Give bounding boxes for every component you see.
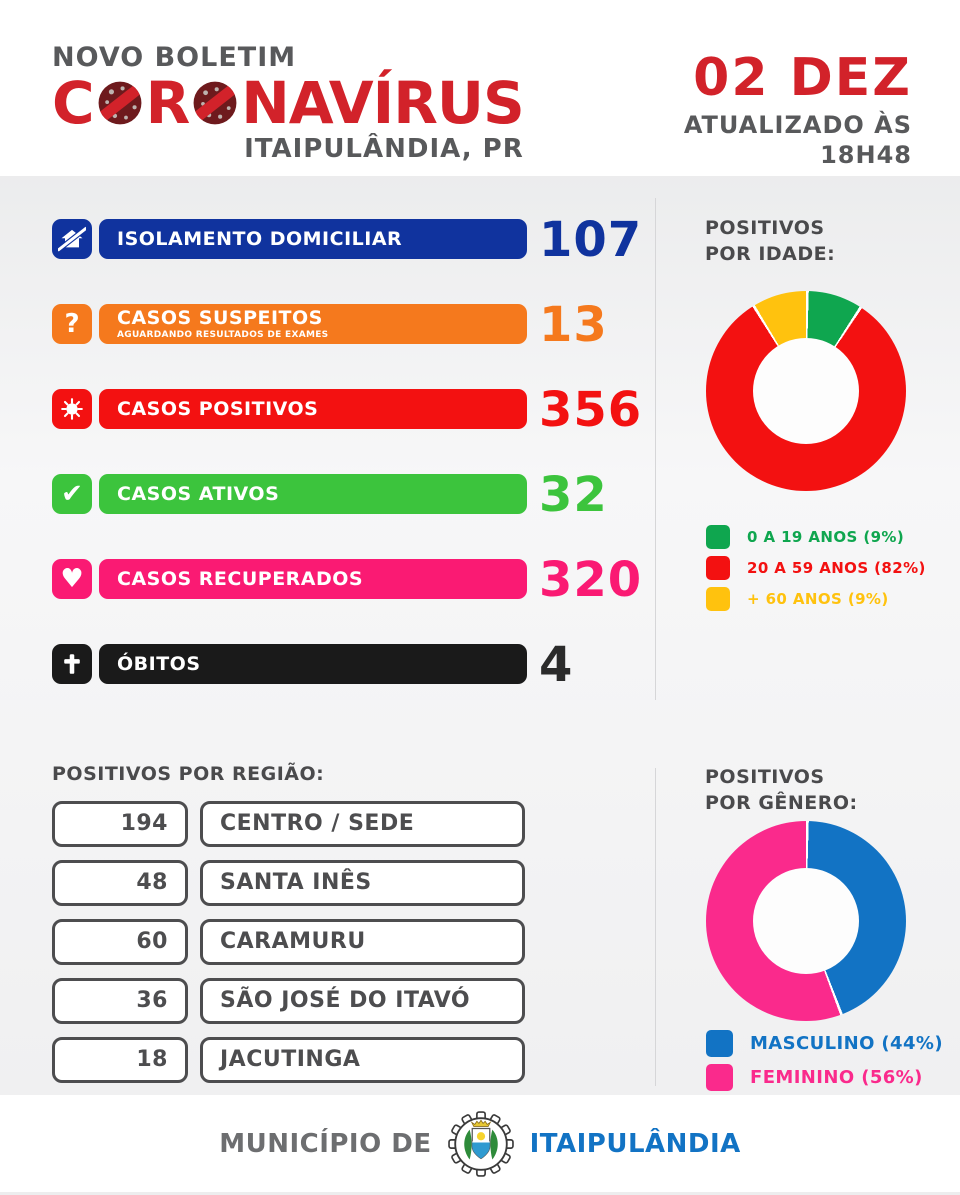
legend-label: MASCULINO (44%) bbox=[750, 1033, 943, 1054]
question-icon bbox=[52, 304, 92, 344]
region-name: JACUTINGA bbox=[200, 1037, 525, 1083]
donut-hole bbox=[753, 338, 859, 444]
legend-item bbox=[706, 556, 926, 580]
title-part: R bbox=[145, 69, 190, 137]
legend-swatch bbox=[706, 1030, 733, 1057]
house-slash-icon bbox=[52, 219, 92, 259]
stat-label: CASOS POSITIVOS bbox=[117, 397, 319, 420]
stat-value: 356 bbox=[539, 382, 643, 438]
cross-icon bbox=[52, 644, 92, 684]
stat-row-isolamento bbox=[52, 212, 643, 268]
stat-row-suspeitos bbox=[52, 297, 642, 353]
sun bbox=[476, 1132, 484, 1140]
region-title: POSITIVOS POR REGIÃO: bbox=[52, 763, 325, 785]
legend-item bbox=[706, 587, 926, 611]
virus-icon bbox=[191, 79, 239, 127]
table-row bbox=[52, 860, 525, 906]
bulletin-date: 02 DEZ bbox=[693, 48, 912, 108]
stat-value: 4 bbox=[539, 637, 574, 693]
gender-donut-chart bbox=[706, 821, 906, 1021]
region-name: SANTA INÊS bbox=[200, 860, 525, 906]
gender-chart-title bbox=[705, 765, 858, 816]
page-title bbox=[52, 69, 524, 137]
header-title-block bbox=[52, 44, 524, 164]
stat-value: 107 bbox=[539, 212, 643, 268]
updated-label: ATUALIZADO ÀS bbox=[683, 111, 912, 139]
region-count: 48 bbox=[52, 860, 188, 906]
stat-bar bbox=[99, 559, 527, 599]
legend-item bbox=[706, 525, 926, 549]
age-title-line2: POR IDADE: bbox=[705, 242, 836, 265]
region-name: CARAMURU bbox=[200, 919, 525, 965]
donut-hole bbox=[753, 868, 859, 974]
age-chart-title bbox=[705, 216, 835, 267]
age-donut-chart bbox=[706, 291, 906, 491]
stats-list bbox=[52, 212, 643, 729]
gender-title-line1: POSITIVOS bbox=[705, 766, 825, 788]
legend-label: FEMININO (56%) bbox=[750, 1067, 923, 1088]
heart-icon bbox=[52, 559, 92, 599]
title-part: NAVÍRUS bbox=[241, 69, 524, 137]
region-count: 18 bbox=[52, 1037, 188, 1083]
stat-value: 320 bbox=[539, 552, 643, 608]
age-title-line1: POSITIVOS bbox=[705, 217, 825, 239]
footer-prefix: MUNICÍPIO DE bbox=[219, 1128, 432, 1159]
update-info bbox=[683, 48, 912, 170]
check-icon bbox=[52, 474, 92, 514]
header bbox=[0, 0, 960, 176]
stat-value: 13 bbox=[539, 297, 608, 353]
stat-row-positivos bbox=[52, 382, 643, 438]
region-name: SÃO JOSÉ DO ITAVÓ bbox=[200, 978, 525, 1024]
stat-label: CASOS SUSPEITOS bbox=[117, 306, 323, 329]
stat-label: CASOS ATIVOS bbox=[117, 482, 280, 505]
title-part: C bbox=[52, 69, 94, 137]
legend-swatch bbox=[706, 587, 730, 611]
question-glyph: ? bbox=[64, 309, 80, 339]
legend-label: + 60 ANOS (9%) bbox=[747, 590, 889, 608]
stat-bar bbox=[99, 389, 527, 429]
stat-label: CASOS RECUPERADOS bbox=[117, 567, 364, 590]
region-section bbox=[52, 763, 525, 1096]
table-row bbox=[52, 978, 525, 1024]
stat-bar bbox=[99, 219, 527, 259]
age-legend bbox=[706, 525, 926, 618]
legend-item bbox=[706, 1064, 943, 1091]
legend-swatch bbox=[706, 556, 730, 580]
stat-sublabel: AGUARDANDO RESULTADOS DE EXAMES bbox=[117, 329, 329, 340]
check-glyph: ✔ bbox=[61, 479, 83, 509]
footer-city: ITAIPULÂNDIA bbox=[529, 1128, 741, 1159]
stat-row-recuperados bbox=[52, 552, 643, 608]
legend-swatch bbox=[706, 1064, 733, 1091]
region-count: 194 bbox=[52, 801, 188, 847]
table-row bbox=[52, 801, 525, 847]
footer bbox=[0, 1095, 960, 1192]
stat-bar bbox=[99, 644, 527, 684]
table-row bbox=[52, 1037, 525, 1083]
stat-row-obitos bbox=[52, 637, 642, 693]
stat-label: ISOLAMENTO DOMICILIAR bbox=[117, 227, 403, 250]
legend-label: 0 A 19 ANOS (9%) bbox=[747, 528, 905, 546]
stat-label: ÓBITOS bbox=[117, 652, 201, 675]
vertical-divider bbox=[655, 768, 656, 1086]
updated-hour: 18H48 bbox=[820, 141, 912, 169]
stat-value: 32 bbox=[539, 467, 608, 523]
virus-icon bbox=[96, 79, 144, 127]
itaipulandia-crest-logo bbox=[448, 1111, 514, 1177]
vertical-divider bbox=[655, 198, 656, 700]
city-subtitle: ITAIPULÂNDIA, PR bbox=[244, 134, 524, 164]
region-count: 60 bbox=[52, 919, 188, 965]
region-count: 36 bbox=[52, 978, 188, 1024]
heart-glyph: ♥ bbox=[60, 564, 84, 594]
table-row bbox=[52, 919, 525, 965]
virus-icon bbox=[52, 389, 92, 429]
gender-title-line2: POR GÊNERO: bbox=[705, 791, 858, 814]
region-name: CENTRO / SEDE bbox=[200, 801, 525, 847]
bulletin-kicker: NOVO BOLETIM bbox=[52, 42, 297, 73]
legend-swatch bbox=[706, 525, 730, 549]
legend-item bbox=[706, 1030, 943, 1057]
stat-bar bbox=[99, 474, 527, 514]
stat-row-ativos bbox=[52, 467, 642, 523]
updated-time bbox=[684, 110, 912, 170]
legend-label: 20 A 59 ANOS (82%) bbox=[747, 559, 926, 577]
gender-legend bbox=[706, 1030, 943, 1098]
stat-bar bbox=[99, 304, 527, 344]
